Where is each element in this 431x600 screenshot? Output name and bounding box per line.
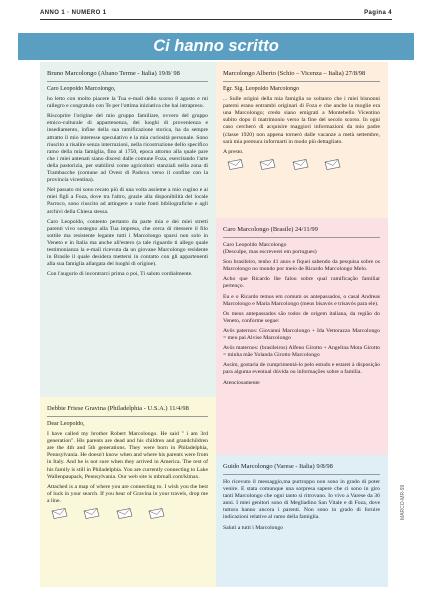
issue-label: ANNO 1 · NUMERO 1	[40, 10, 107, 16]
letter-paragraph: Nel passato mi sono recato più di una volta assieme a mio cugino e ai miei figli a Foza, dove tra l'altro, grazie alla disponibilità del locale Parroco, sono riuscito ad attingere a varie fonti bibliografiche e agli archivi della Chiesa stessa.	[47, 187, 208, 215]
envelope-icon	[227, 159, 244, 170]
letter-panel-guido	[216, 455, 388, 587]
letter-panel-alberto	[216, 62, 388, 218]
letter-panel-debbie	[40, 397, 216, 587]
letter-closing: Saluti a tutti i Marcolongo	[223, 524, 284, 531]
letter-body	[47, 86, 208, 393]
letter-paragraph: Avôs maternos: (brasileiros) Alfeno Girotto + Angelina Mota Girotto = minha mãe Yolanda Girotto Marcolongo	[223, 345, 380, 359]
header-divider	[40, 19, 392, 20]
letter-paragraph: Eu e o Ricardo temos em comum os antepassados, o casal Andreas Marcolongo e Maria Marcolongo (meus bisavós e trisavós para ele).	[223, 293, 380, 307]
letter-paragraph: Sou brasileiro, tenho 41 anos e fiquei sabendo da pesquisa sobre os Marcolongo no mundo por meio de Ricardo Marcolongo Melo.	[223, 259, 380, 273]
letter-heading: Guido Marcolongo (Varese - Italia) 9/8/98	[223, 460, 380, 475]
letter-heading: Marcolongo Alberto (Schio – Vicenza – Italia) 27/8/98	[223, 67, 380, 82]
page-number: Pagina 4	[364, 10, 392, 16]
letter-body	[47, 421, 208, 583]
letter-paragraph: Ho ricevuto il messaggio,ma purtroppo non sono in grado di poter venire. E stata comunque una sorpresa sapere che ci sono in giro tanti Marcolongo che ogni tanto si ritrovano. Io vivo a Varese da 36 anni. I miei genitori sono di Megliadino San Vitale e di Foza, dove tuttora hanno ancora i parenti. Non sono in grado di fornire indicazioni relative al ramo della famiglia.	[223, 479, 380, 521]
section-title-banner: Ci hanno scritto	[18, 33, 414, 60]
letter-paragraph: Riscoprire l'origine del mio gruppo familiare, ovvero del gruppo etnico-culturale di appartenenza, dei luoghi di provenienza e insediamento, infine della sua ramificazione storica, ha da sempre attratto il mio interesse speculativo e la mia curiosità personale. Sono riuscito a risalire senza interruzioni, nella ricostruzione dello specifico ramo della mia famiglia, fino al 1750, epoca attorno alla quale pare che i miei antenati siano discesi dalle comune Foza, esercitando l'arte della pastorizia, per stabilirsi come agricoltori stanziali nella zona di Trambacche (comune ad Ovest di Padova verso il confine con la provincia vicentina).	[47, 113, 208, 184]
letter-note: (Desculpe, mas escreverei em portugues)	[223, 249, 317, 256]
letter-paragraph: I have called my brother Robert Marcolongo. He said " i am 3rd generation". His parents are dead and his children and grandchildren are the 4th and 5th generations. They were born in Philadelphia, Pennsylvania. He doesn't know when and where his parents were from in Italy. And he is not sure when they arrived in America. The rest of his family is still in Philadelphia. You are currently connecting to Lake Wallenpaupack, Pennsylvania. Our web site is mbrnall.com/kimax.	[47, 431, 208, 480]
page-header	[40, 8, 392, 20]
letter-closing: Atenciosamente	[223, 379, 260, 386]
letter-paragraph: Assim, gostaria de cumprimentá-lo pelo estudo e estarei à disposição para alguma eventual dúvida ou informações sobre a família.	[223, 362, 380, 376]
envelope-row	[227, 159, 380, 173]
letter-body	[223, 242, 380, 451]
envelope-icon	[259, 159, 276, 170]
letter-paragraph: Attached is a map of where you are connecting to. I wish you the best of luck in your search. If you hear of Gravina in your travels, drop me a line.	[47, 483, 208, 504]
envelope-icon	[324, 159, 341, 170]
letter-salutation: Caro Leopoldo Marcolongo	[223, 242, 287, 248]
letter-paragraph: ... Sulle origini della mia famiglia so soltanto che i miei bisnonni paterni erano entrambi originari di Foza e che anche la moglie era una Marcolongo; credo siano emigrati a Montebello Vicentino subito dopo il matrimonio verso la fine del secolo scorso. In ogni caso cercherò di acquisire maggiori informazioni da mio padre (classe 1920) non appena tornerò dalle vacanze a metà settembre, sarà mia premura informarti in modo più dettagliato.	[223, 96, 380, 145]
letter-panel-bruno	[40, 62, 216, 397]
envelope-row	[51, 508, 208, 522]
envelope-icon	[292, 159, 309, 170]
envelope-icon	[51, 508, 68, 519]
letter-paragraph: Avôs paternos: Giovanni Marcolongo + Ida Vettorazzo Marcolongo = meu pai Alvise Marcolongo	[223, 327, 380, 342]
envelope-icon	[116, 508, 133, 519]
letter-panel-brasile	[216, 218, 388, 455]
envelope-icon	[83, 508, 100, 519]
letter-salutation: Dear Leopoldo,	[47, 421, 85, 427]
letter-heading: Caro Marcolongo (Brasile) 24/11/99	[223, 223, 380, 238]
letter-body	[223, 86, 380, 214]
letter-body	[223, 479, 380, 583]
letter-paragraph: Caro Leopoldo, contento pertanto da parte mia e dei miei stretti parenti vivo sostegno alla Tua impresa, che cerca di ritessere il filo sottile ma resistente legante tutti i Marcolongo sparsi non solo in Veneto e in Italia ma anche all'estero (a tale riguardo ti allego quale testimonianza la e-mail ricevuta da un giovane Marcolongo residente in Brasile il quale desidera mettersi in contatto con gli appartenenti alla sua famiglia allargata dei luoghi di origine).	[47, 218, 208, 268]
letter-paragraph: A presto.	[223, 148, 244, 155]
letter-salutation: Egr. Sig. Leopoldo Marcolongo	[223, 86, 300, 92]
letter-salutation: Caro Leopoldo Marcolongo,	[47, 86, 116, 92]
letter-paragraph: Os meus antepassados são todos de origem italiana, da região do Veneto, conforme segue:	[223, 310, 380, 324]
side-archive-code: MARCO-MR-99	[400, 484, 406, 520]
letter-paragraph: Con l'augurio di incontrarci prima o poi, Ti saluto cordialmente.	[47, 271, 193, 278]
letter-paragraph: ho letto con molto piacere la Tua e-mail dello scorso 8 agosto e mi rallegro e congratulo con Te per l'ottima iniziativa che hai intrapreso.	[47, 96, 208, 110]
letter-heading: Debbie Friese Gravina (Philadelphia - U.S.A.) 11/4/98	[47, 402, 208, 417]
envelope-icon	[148, 508, 165, 519]
letter-heading: Bruno Marcolongo (Abano Terme - Italia) 19/8/ 98	[47, 67, 208, 82]
letter-paragraph: Acho que Ricardo lhe falou sobre qual ramificação familiar pertenço.	[223, 276, 380, 290]
